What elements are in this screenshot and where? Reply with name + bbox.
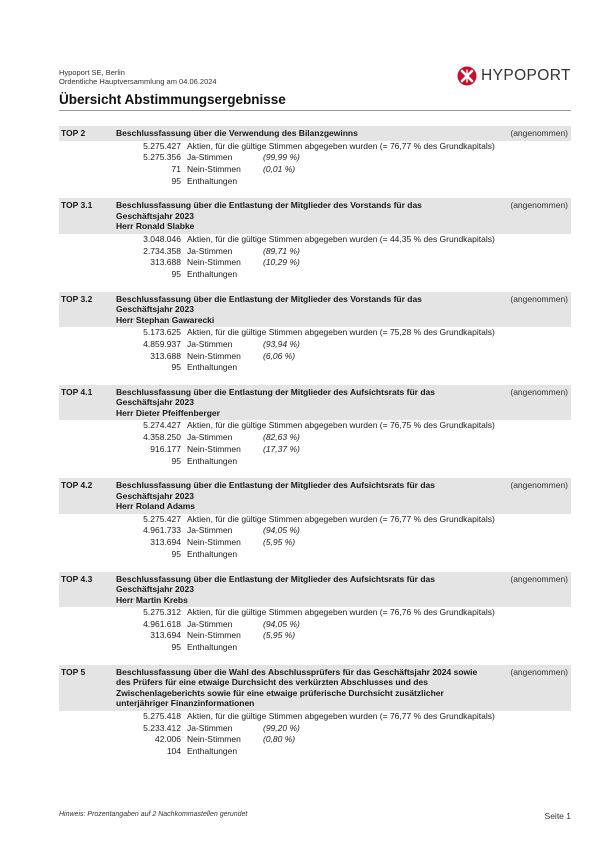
vote-results (117, 234, 495, 281)
yes-votes-row (117, 432, 495, 444)
valid-votes-text: Aktien, für die gültige Stimmen abgegeben wurden (= 44,35 % des Grundkapitals) (187, 233, 495, 244)
agenda-item (59, 126, 571, 187)
no-votes-count: 916.177 (150, 443, 181, 454)
valid-votes-row (117, 420, 495, 432)
yes-votes-label: Ja-Stimmen (187, 618, 233, 629)
agenda-item-number: TOP 4.1 (61, 386, 93, 397)
vote-results (117, 141, 495, 188)
footer-note: Hinweis: Prozentangaben auf 2 Nachkommastellen gerundet (59, 811, 248, 818)
no-votes-percent: (0,01 %) (263, 163, 296, 174)
no-votes-row (117, 444, 495, 456)
company-name: Hypoport SE, Berlin (59, 68, 125, 77)
yes-votes-count: 4.961.618 (143, 618, 181, 629)
agenda-item-title: Beschlussfassung über die Wahl des Abschlussprüfers für das Geschäftsjahr 2024 sowie des Prüfers für eine etwaige Durchsicht des verkürzten Abschlusses und des Zwischenlageberichts sowie für eine etwaige prüferische Durchsicht zusätzlicher unterjähriger Finanzinformationen (116, 666, 478, 709)
yes-votes-count: 2.734.358 (143, 245, 181, 256)
no-votes-row (117, 257, 495, 269)
agenda-item (59, 198, 571, 280)
yes-votes-label: Ja-Stimmen (187, 338, 233, 349)
valid-votes-count: 5.275.418 (143, 710, 181, 721)
valid-votes-row (117, 141, 495, 153)
abstentions-row (117, 362, 495, 374)
no-votes-percent: (6,06 %) (263, 350, 296, 361)
valid-votes-count: 5.275.312 (143, 607, 181, 618)
no-votes-percent: (5,95 %) (263, 537, 296, 548)
agenda-item-title: Beschlussfassung über die Verwendung des Bilanzgewinns (116, 128, 358, 138)
no-votes-label: Nein-Stimmen (187, 163, 241, 174)
no-votes-label: Nein-Stimmen (187, 537, 241, 548)
abstentions-row (117, 176, 495, 188)
valid-votes-row (117, 514, 495, 526)
no-votes-label: Nein-Stimmen (187, 443, 241, 454)
yes-votes-percent: (99,20 %) (263, 722, 300, 733)
page-number: Seite 1 (544, 811, 571, 821)
no-votes-percent: (17,37 %) (263, 443, 300, 454)
no-votes-count: 313.688 (150, 350, 181, 361)
yes-votes-count: 4.961.733 (143, 525, 181, 536)
meeting-date: Ordentliche Hauptversammlung am 04.06.2024 (59, 77, 217, 86)
no-votes-label: Nein-Stimmen (187, 734, 241, 745)
abstentions-count: 95 (171, 362, 181, 373)
agenda-item-header (59, 292, 571, 328)
agenda-item-number: TOP 5 (61, 666, 86, 677)
yes-votes-count: 4.859.937 (143, 338, 181, 349)
agenda-list (59, 126, 571, 769)
abstentions-row (117, 456, 495, 468)
hypoport-logo (457, 66, 571, 86)
abstentions-count: 95 (171, 175, 181, 186)
no-votes-label: Nein-Stimmen (187, 257, 241, 268)
valid-votes-row (117, 234, 495, 246)
abstentions-label: Enthaltungen (187, 548, 238, 559)
yes-votes-count: 5.233.412 (143, 722, 181, 733)
valid-votes-text: Aktien, für die gültige Stimmen abgegeben wurden (= 76,77 % des Grundkapitals) (187, 513, 495, 524)
no-votes-count: 313.694 (150, 537, 181, 548)
abstentions-row (117, 269, 495, 281)
yes-votes-label: Ja-Stimmen (187, 525, 233, 536)
no-votes-count: 313.688 (150, 257, 181, 268)
yes-votes-count: 5.275.356 (143, 152, 181, 163)
yes-votes-label: Ja-Stimmen (187, 722, 233, 733)
yes-votes-row (117, 339, 495, 351)
agenda-item-number: TOP 3.1 (61, 200, 93, 211)
valid-votes-text: Aktien, für die gültige Stimmen abgegeben wurden (= 76,76 % des Grundkapitals) (187, 607, 495, 618)
vote-results (117, 711, 495, 758)
agenda-item-title: Beschlussfassung über die Entlastung der Mitglieder des Aufsichtsrats für das Geschäftsjahr 2023 Herr Roland Adams (116, 480, 435, 512)
yes-votes-row (117, 723, 495, 735)
title-divider (59, 110, 571, 111)
no-votes-count: 313.694 (150, 630, 181, 641)
valid-votes-text: Aktien, für die gültige Stimmen abgegeben wurden (= 76,77 % des Grundkapitals) (187, 710, 495, 721)
no-votes-row (117, 164, 495, 176)
yes-votes-label: Ja-Stimmen (187, 152, 233, 163)
agenda-item-number: TOP 2 (61, 128, 86, 138)
valid-votes-text: Aktien, für die gültige Stimmen abgegeben wurden (= 76,77 % des Grundkapitals) (187, 140, 495, 151)
agenda-item-status: (angenommen) (510, 666, 568, 677)
agenda-item (59, 292, 571, 374)
valid-votes-count: 5.274.427 (143, 420, 181, 431)
yes-votes-row (117, 525, 495, 537)
no-votes-label: Nein-Stimmen (187, 350, 241, 361)
no-votes-row (117, 630, 495, 642)
agenda-item-status: (angenommen) (510, 293, 568, 304)
agenda-item-status: (angenommen) (510, 573, 568, 584)
abstentions-label: Enthaltungen (187, 362, 238, 373)
abstentions-label: Enthaltungen (187, 745, 238, 756)
valid-votes-count: 3.048.046 (143, 233, 181, 244)
valid-votes-row (117, 327, 495, 339)
abstentions-label: Enthaltungen (187, 455, 238, 466)
company-info (59, 68, 217, 86)
agenda-item-number: TOP 3.2 (61, 293, 93, 304)
agenda-item-header (59, 198, 571, 234)
valid-votes-count: 5.275.427 (143, 513, 181, 524)
yes-votes-percent: (94,05 %) (263, 525, 300, 536)
yes-votes-row (117, 152, 495, 164)
no-votes-percent: (5,95 %) (263, 630, 296, 641)
abstentions-label: Enthaltungen (187, 175, 238, 186)
agenda-item-title: Beschlussfassung über die Entlastung der Mitglieder des Vorstands für das Geschäftsjahr 2023 Herr Ronald Slabke (116, 200, 422, 232)
vote-results (117, 327, 495, 374)
abstentions-row (117, 746, 495, 758)
no-votes-count: 42.006 (155, 734, 181, 745)
no-votes-percent: (10,29 %) (263, 257, 300, 268)
abstentions-count: 95 (171, 455, 181, 466)
abstentions-label: Enthaltungen (187, 642, 238, 653)
vote-results (117, 514, 495, 561)
yes-votes-count: 4.358.250 (143, 432, 181, 443)
valid-votes-text: Aktien, für die gültige Stimmen abgegeben wurden (= 75,28 % des Grundkapitals) (187, 327, 495, 338)
yes-votes-row (117, 619, 495, 631)
yes-votes-label: Ja-Stimmen (187, 432, 233, 443)
page-title: Übersicht Abstimmungsergebnisse (59, 92, 286, 107)
agenda-item-title: Beschlussfassung über die Entlastung der Mitglieder des Vorstands für das Geschäftsjahr 2023 Herr Stephan Gawarecki (116, 293, 422, 325)
abstentions-count: 95 (171, 548, 181, 559)
valid-votes-count: 5.275.427 (143, 140, 181, 151)
valid-votes-text: Aktien, für die gültige Stimmen abgegeben wurden (= 76,75 % des Grundkapitals) (187, 420, 495, 431)
agenda-item-status: (angenommen) (510, 200, 568, 211)
agenda-item (59, 478, 571, 560)
yes-votes-label: Ja-Stimmen (187, 245, 233, 256)
agenda-item-number: TOP 4.2 (61, 480, 93, 491)
valid-votes-row (117, 607, 495, 619)
agenda-item (59, 385, 571, 467)
yes-votes-percent: (89,71 %) (263, 245, 300, 256)
abstentions-row (117, 642, 495, 654)
yes-votes-percent: (82,63 %) (263, 432, 300, 443)
abstentions-count: 104 (166, 745, 181, 756)
no-votes-row (117, 537, 495, 549)
no-votes-percent: (0,80 %) (263, 734, 296, 745)
abstentions-count: 95 (171, 642, 181, 653)
agenda-item-header (59, 478, 571, 514)
hypoport-logo-icon (457, 66, 477, 86)
agenda-item-title: Beschlussfassung über die Entlastung der Mitglieder des Aufsichtsrats für das Geschäftsjahr 2023 Herr Martin Krebs (116, 573, 435, 605)
agenda-item-status: (angenommen) (510, 480, 568, 491)
vote-results (117, 420, 495, 467)
agenda-item-status: (angenommen) (510, 128, 568, 138)
yes-votes-percent: (93,94 %) (263, 338, 300, 349)
yes-votes-row (117, 246, 495, 258)
yes-votes-percent: (94,05 %) (263, 618, 300, 629)
agenda-item-header (59, 385, 571, 421)
agenda-item-title: Beschlussfassung über die Entlastung der Mitglieder des Aufsichtsrats für das Geschäftsjahr 2023 Herr Dieter Pfeiffenberger (116, 386, 435, 418)
agenda-item-header (59, 126, 571, 141)
agenda-item-header (59, 665, 571, 711)
agenda-item-number: TOP 4.3 (61, 573, 93, 584)
no-votes-row (117, 734, 495, 746)
yes-votes-percent: (99,99 %) (263, 152, 300, 163)
abstentions-row (117, 549, 495, 561)
valid-votes-count: 5.173.625 (143, 327, 181, 338)
vote-results (117, 607, 495, 654)
agenda-item (59, 665, 571, 758)
no-votes-row (117, 351, 495, 363)
valid-votes-row (117, 711, 495, 723)
agenda-item-status: (angenommen) (510, 386, 568, 397)
agenda-item (59, 572, 571, 654)
abstentions-count: 95 (171, 268, 181, 279)
abstentions-label: Enthaltungen (187, 268, 238, 279)
agenda-item-header (59, 572, 571, 608)
no-votes-label: Nein-Stimmen (187, 630, 241, 641)
no-votes-count: 71 (171, 163, 181, 174)
logo-text: HYPOPORT (481, 67, 571, 84)
